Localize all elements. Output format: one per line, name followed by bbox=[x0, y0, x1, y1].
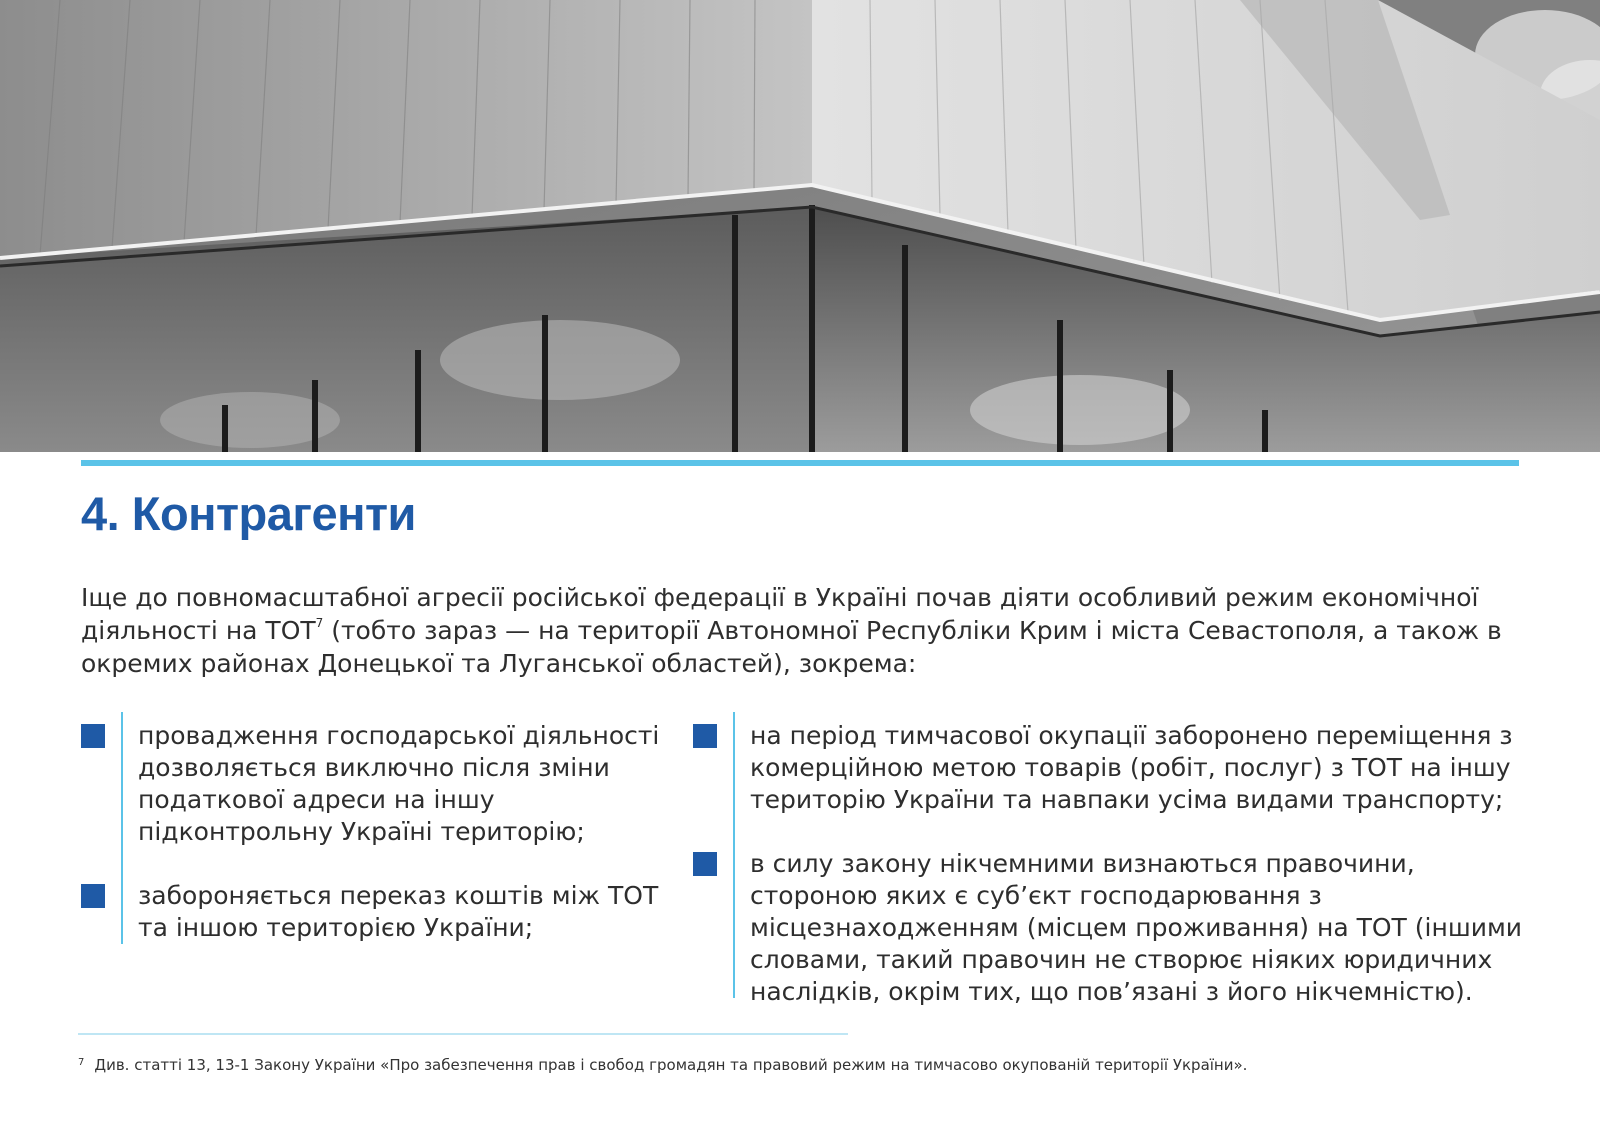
list-item bbox=[81, 720, 661, 848]
right-bullet-list bbox=[693, 720, 1523, 1040]
footnote-reference[interactable]: 7 bbox=[315, 616, 324, 630]
footnote-number: 7 bbox=[78, 1057, 85, 1068]
list-item-text: провадження господарської діяльності дозволяється виключно після зміни податкової адреси на іншу підконтрольну Україні територію; bbox=[138, 721, 660, 846]
intro-paragraph bbox=[81, 581, 1521, 680]
square-bullet-icon bbox=[81, 884, 105, 908]
list-item-text: на період тимчасової окупації заборонено переміщення з комерційною метою товарів (робіт, послуг) з ТОТ на іншу територію України та навпаки усіма видами транспорту; bbox=[750, 721, 1513, 814]
intro-text-end: (тобто зараз — на території Автономної Республіки Крим і міста Севастополя, а також в окремих районах Донецької та Луганської областей), зокрема: bbox=[81, 616, 1502, 678]
section-title: 4. Контрагенти bbox=[81, 487, 416, 540]
list-item bbox=[693, 848, 1523, 1008]
list-item-text: в силу закону нікчемними визнаються правочини, стороною яких є суб’єкт господарювання з місцезнаходженням (місцем проживання) на ТОТ (іншими словами, такий правочин не створює ніяких юридичних наслідків, окрім тих, що пов’язані з його нікчемністю). bbox=[750, 849, 1523, 1006]
accent-divider bbox=[81, 460, 1519, 466]
footnote bbox=[78, 1056, 1247, 1074]
list-item bbox=[81, 880, 661, 944]
hero-image bbox=[0, 0, 1600, 452]
footnote-text: Див. статті 13, 13-1 Закону України «Про забезпечення прав і свобод громадян та правовий режим на тимчасово окупованій території України». bbox=[94, 1056, 1248, 1074]
square-bullet-icon bbox=[81, 724, 105, 748]
list-item bbox=[693, 720, 1523, 816]
intro-text-start: Іще до повномасштабної агресії російської федерації в Україні почав діяти особливий режим економічної діяльності на ТОТ bbox=[81, 583, 1479, 645]
left-bullet-list bbox=[81, 720, 661, 976]
square-bullet-icon bbox=[693, 724, 717, 748]
list-item-text: забороняється переказ коштів між ТОТ та іншою територією України; bbox=[138, 881, 659, 942]
footnote-divider bbox=[78, 1033, 848, 1035]
square-bullet-icon bbox=[693, 852, 717, 876]
